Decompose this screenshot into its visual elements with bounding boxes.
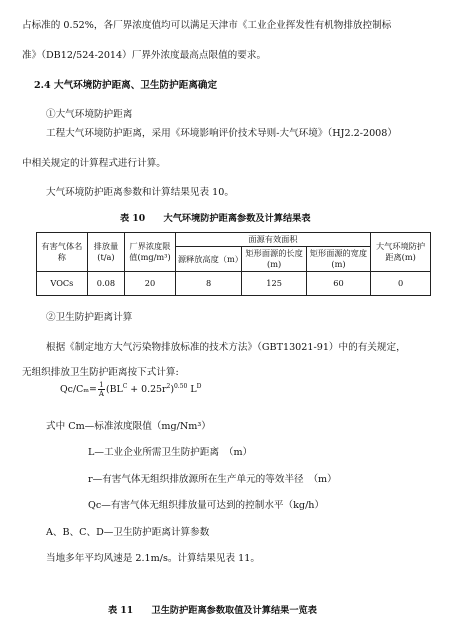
data-table bbox=[36, 232, 431, 296]
subsection-heading: ②卫生防护距离计算 bbox=[46, 312, 133, 323]
table-caption: 表 11 卫生防护距离参数取值及计算结果一览表 bbox=[108, 605, 317, 616]
table-cell: 60 bbox=[306, 272, 370, 296]
table-header-row bbox=[37, 233, 431, 247]
header-cell: 矩形面源的长度(m) bbox=[242, 247, 306, 272]
text-line: 中相关规定的计算程式进行计算。 bbox=[22, 158, 166, 169]
header-cell: 有害气体名称 bbox=[37, 233, 88, 272]
header-cell: 源释放高度（m） bbox=[175, 247, 242, 272]
definition-line: 式中 Cm—标准浓度限值（mg/Nm³） bbox=[46, 421, 211, 432]
subsection-heading: ①大气环境防护距离 bbox=[46, 109, 133, 120]
table-cell: 0 bbox=[371, 272, 431, 296]
table-caption: 表 10 大气环境防护距离参数及计算结果表 bbox=[120, 213, 311, 224]
formula bbox=[60, 381, 201, 398]
fraction-numerator: 1 bbox=[99, 381, 104, 389]
fraction-denominator: A bbox=[98, 390, 104, 398]
formula-part: + 0.25r bbox=[127, 384, 167, 395]
formula-superscript: 2 bbox=[166, 382, 171, 390]
table-cell: VOCs bbox=[37, 272, 88, 296]
text-line: 大气环境防护距离参数和计算结果见表 10。 bbox=[46, 187, 234, 198]
table-cell: 125 bbox=[242, 272, 306, 296]
text-line: 根据《制定地方大气污染物排放标准的技术方法》（GBT13021-91）中的有关规定， bbox=[46, 342, 406, 353]
formula-superscript: C bbox=[122, 382, 128, 390]
header-cell: 矩形面源的宽度(m) bbox=[306, 247, 370, 272]
definition-line: r—有害气体无组织排放源所在生产单元的等效半径 （m） bbox=[88, 474, 337, 485]
table-cell: 0.08 bbox=[87, 272, 124, 296]
header-cell: 大气环境防护距离(m) bbox=[371, 233, 431, 272]
formula-lhs: Qc/Cₘ= bbox=[60, 384, 97, 395]
table-cell: 8 bbox=[175, 272, 242, 296]
formula-superscript: 0.50 bbox=[173, 382, 188, 390]
text-line: 当地多年平均风速是 2.1m/s。计算结果见表 11。 bbox=[46, 553, 260, 564]
formula-superscript: D bbox=[196, 382, 202, 390]
table-row bbox=[37, 272, 431, 296]
formula-part: (BL bbox=[105, 384, 123, 395]
text-line: 无组织排放卫生防护距离按下式计算: bbox=[22, 367, 179, 378]
table-cell: 20 bbox=[125, 272, 176, 296]
text-line: 占标准的 0.52%，各厂界浓度值均可以满足天津市《工业企业挥发性有机物排放控制标 bbox=[22, 20, 392, 31]
definition-line: Qc—有害气体无组织排放量可达到的控制水平（kg/h） bbox=[88, 500, 325, 511]
definition-line: A、B、C、D—卫生防护距离计算参数 bbox=[46, 527, 210, 538]
header-cell: 面源有效面积 bbox=[175, 233, 370, 247]
formula-part: ) bbox=[170, 384, 174, 395]
formula-part: L bbox=[187, 384, 197, 395]
formula-fraction bbox=[98, 381, 105, 398]
section-heading: 2.4 大气环境防护距离、卫生防护距离确定 bbox=[34, 80, 218, 91]
text-line: 准》（DB12/524-2014）厂界外浓度最高点限值的要求。 bbox=[22, 50, 267, 61]
header-cell: 排放量(t/a) bbox=[87, 233, 124, 272]
text-line: 工程大气环境防护距离，采用《环境影响评价技术导则-大气环境》（HJ2.2-2008） bbox=[46, 128, 397, 139]
header-cell: 厂界浓度限值(mg/m³) bbox=[125, 233, 176, 272]
definition-line: L—工业企业所需卫生防护距离 （m） bbox=[88, 447, 253, 458]
